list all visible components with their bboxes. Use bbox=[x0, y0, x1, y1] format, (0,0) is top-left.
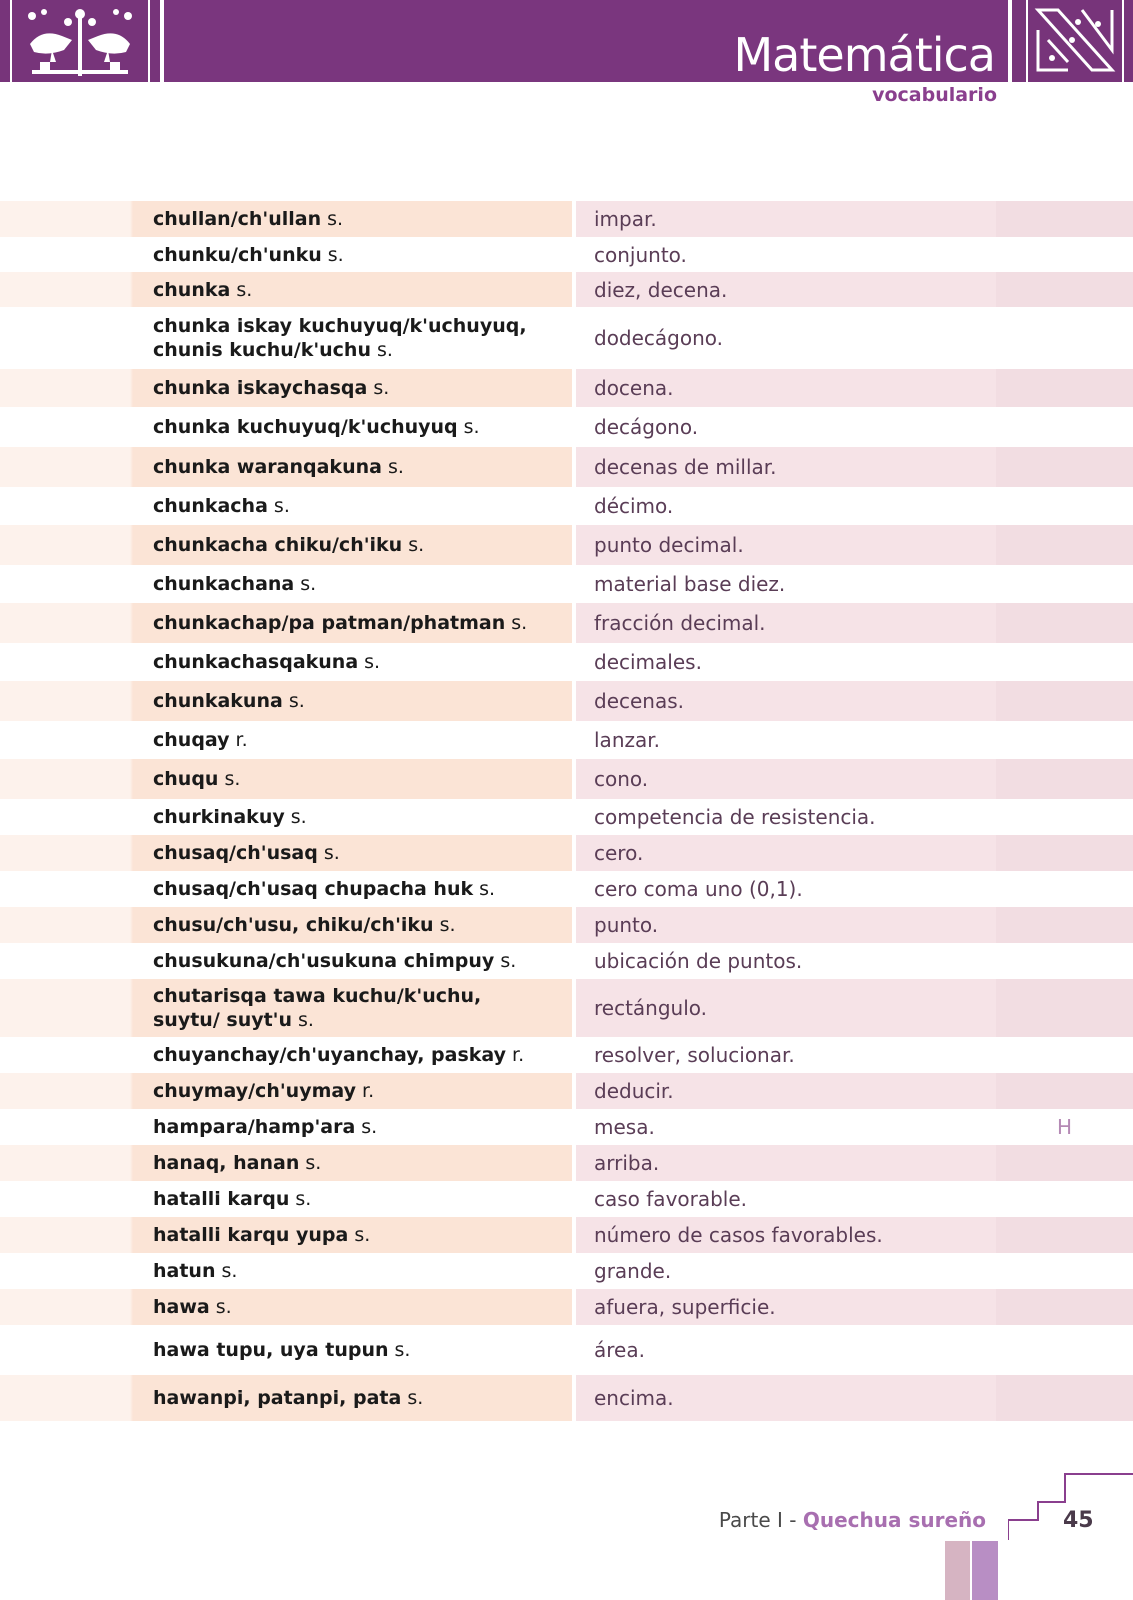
term-cell bbox=[0, 721, 572, 759]
meaning-cell: conjunto. bbox=[576, 237, 996, 272]
table-row bbox=[0, 799, 1133, 835]
term-cell bbox=[0, 272, 572, 307]
part-of-speech: s. bbox=[224, 768, 241, 790]
term-text: chusu/ch'usu, chiku/ch'iku bbox=[153, 914, 434, 936]
meaning-cell: dodecágono. bbox=[576, 307, 996, 369]
section-letter bbox=[996, 1253, 1133, 1289]
section-letter bbox=[996, 643, 1133, 681]
table-row bbox=[0, 871, 1133, 907]
table-row bbox=[0, 487, 1133, 525]
term-cell bbox=[0, 1181, 572, 1217]
term-text: chusaq/ch'usaq bbox=[153, 842, 318, 864]
table-row bbox=[0, 201, 1133, 237]
meaning-cell: decenas de millar. bbox=[576, 447, 996, 487]
term-text: chunku/ch'unku bbox=[153, 243, 322, 266]
table-row bbox=[0, 681, 1133, 721]
term-cell bbox=[0, 835, 572, 871]
term-cell bbox=[0, 1073, 572, 1109]
term-cell bbox=[0, 525, 572, 565]
section-letter bbox=[996, 447, 1133, 487]
part-of-speech: s. bbox=[511, 612, 528, 634]
term-text: chunka kuchuyuq/k'uchuyuq bbox=[153, 416, 458, 438]
term-cell bbox=[0, 237, 572, 272]
table-row bbox=[0, 759, 1133, 799]
section-letter bbox=[996, 799, 1133, 835]
term-text: hawa bbox=[153, 1296, 210, 1318]
section-letter bbox=[996, 979, 1133, 1037]
term-text: chunkachana bbox=[153, 573, 295, 595]
term-text: chuyanchay/ch'uyanchay, paskay bbox=[153, 1044, 507, 1066]
table-row bbox=[0, 369, 1133, 407]
meaning-cell: cero. bbox=[576, 835, 996, 871]
term-text: chunkachasqakuna bbox=[153, 651, 359, 673]
term-cell bbox=[0, 603, 572, 643]
table-row bbox=[0, 1253, 1133, 1289]
term-text: hawa tupu, uya tupun bbox=[153, 1339, 389, 1361]
table-row bbox=[0, 979, 1133, 1037]
section-letter bbox=[996, 907, 1133, 943]
table-row bbox=[0, 1037, 1133, 1073]
term-cell bbox=[0, 1325, 572, 1375]
section-letter bbox=[996, 487, 1133, 525]
section-letter bbox=[996, 407, 1133, 447]
part-of-speech: r. bbox=[362, 1080, 375, 1102]
part-of-speech: s. bbox=[407, 1387, 424, 1409]
part-of-speech: s. bbox=[300, 573, 317, 595]
section-letter bbox=[996, 369, 1133, 407]
term-text: hawanpi, patanpi, pata bbox=[153, 1387, 402, 1409]
term-cell bbox=[0, 565, 572, 603]
meaning-cell: impar. bbox=[576, 201, 996, 237]
part-of-speech: s. bbox=[364, 651, 381, 673]
term-text: hatalli karqu bbox=[153, 1188, 290, 1210]
table-row bbox=[0, 1375, 1133, 1421]
term-text: hatun bbox=[153, 1260, 216, 1282]
meaning-cell: cono. bbox=[576, 759, 996, 799]
section-letter bbox=[996, 1217, 1133, 1253]
term-cell bbox=[0, 201, 572, 237]
meaning-cell: encima. bbox=[576, 1375, 996, 1421]
section-letter bbox=[996, 681, 1133, 721]
term-cell bbox=[0, 643, 572, 681]
section-letter bbox=[996, 565, 1133, 603]
meaning-cell: ubicación de puntos. bbox=[576, 943, 996, 979]
section-letter bbox=[996, 1181, 1133, 1217]
part-of-speech: s. bbox=[377, 339, 393, 361]
term-cell bbox=[0, 1217, 572, 1253]
meaning-cell: rectángulo. bbox=[576, 979, 996, 1037]
footer-decor-bar-1 bbox=[945, 1541, 970, 1600]
term-cell bbox=[0, 681, 572, 721]
term-text: chuqay bbox=[153, 729, 230, 751]
term-cell bbox=[0, 799, 572, 835]
part-of-speech: r. bbox=[512, 1044, 525, 1066]
term-text: chunka iskay kuchuyuq/k'uchuyuq, chunis kuchu/k'uchu bbox=[153, 315, 527, 361]
term-text: chunka bbox=[153, 278, 231, 301]
term-text: chuqu bbox=[153, 768, 219, 790]
term-text: chunkakuna bbox=[153, 690, 283, 712]
page-header bbox=[0, 0, 1133, 82]
term-cell bbox=[0, 407, 572, 447]
meaning-cell: punto decimal. bbox=[576, 525, 996, 565]
term-cell bbox=[0, 1145, 572, 1181]
section-letter bbox=[996, 201, 1133, 237]
part-of-speech: s. bbox=[479, 878, 496, 900]
term-cell bbox=[0, 1037, 572, 1073]
meaning-cell: cero coma uno (0,1). bbox=[576, 871, 996, 907]
meaning-cell: número de casos favorables. bbox=[576, 1217, 996, 1253]
term-cell bbox=[0, 487, 572, 525]
part-of-speech: s. bbox=[373, 377, 390, 399]
meaning-cell: docena. bbox=[576, 369, 996, 407]
table-row bbox=[0, 307, 1133, 369]
table-row bbox=[0, 643, 1133, 681]
footer-label bbox=[719, 1508, 986, 1532]
header-right-emblem-box bbox=[1012, 0, 1133, 82]
table-row bbox=[0, 272, 1133, 307]
meaning-cell: afuera, superficie. bbox=[576, 1289, 996, 1325]
section-letter bbox=[996, 871, 1133, 907]
meaning-cell: material base diez. bbox=[576, 565, 996, 603]
table-row bbox=[0, 1217, 1133, 1253]
table-row bbox=[0, 1325, 1133, 1375]
term-text: chunka iskaychasqa bbox=[153, 377, 368, 399]
term-cell bbox=[0, 369, 572, 407]
section-letter bbox=[996, 603, 1133, 643]
term-cell bbox=[0, 759, 572, 799]
term-text: chullan/ch'ullan bbox=[153, 208, 322, 230]
footer-language: Quechua sureño bbox=[802, 1508, 986, 1532]
term-text: churkinakuy bbox=[153, 806, 285, 828]
table-row bbox=[0, 1073, 1133, 1109]
section-letter bbox=[996, 943, 1133, 979]
andean-geometric-pattern-icon bbox=[1028, 0, 1122, 82]
part-of-speech: s. bbox=[215, 1296, 232, 1318]
part-of-speech: s. bbox=[273, 495, 290, 517]
part-of-speech: s. bbox=[327, 243, 344, 266]
term-cell bbox=[0, 307, 572, 369]
section-letter bbox=[996, 835, 1133, 871]
table-row bbox=[0, 603, 1133, 643]
part-of-speech: s. bbox=[323, 842, 340, 864]
header-left-emblem-box bbox=[0, 0, 160, 82]
term-cell bbox=[0, 1253, 572, 1289]
part-of-speech: s. bbox=[288, 690, 305, 712]
term-text: hampara/hamp'ara bbox=[153, 1116, 356, 1138]
table-row bbox=[0, 525, 1133, 565]
part-of-speech: s. bbox=[327, 208, 344, 230]
vocabulary-table bbox=[0, 201, 1133, 1421]
part-of-speech: s. bbox=[463, 416, 480, 438]
term-text: hatalli karqu yupa bbox=[153, 1224, 349, 1246]
term-cell bbox=[0, 1375, 572, 1421]
page-subtitle: vocabulario bbox=[872, 84, 997, 106]
meaning-cell: decimales. bbox=[576, 643, 996, 681]
meaning-cell: mesa. bbox=[576, 1109, 996, 1145]
term-text: hanaq, hanan bbox=[153, 1152, 300, 1174]
section-letter bbox=[996, 759, 1133, 799]
term-cell bbox=[0, 907, 572, 943]
table-row bbox=[0, 1289, 1133, 1325]
section-letter bbox=[996, 1073, 1133, 1109]
section-letter bbox=[996, 307, 1133, 369]
term-cell bbox=[0, 943, 572, 979]
term-cell bbox=[0, 1109, 572, 1145]
term-cell bbox=[0, 979, 572, 1037]
term-text: chusaq/ch'usaq chupacha huk bbox=[153, 878, 474, 900]
meaning-cell: fracción decimal. bbox=[576, 603, 996, 643]
section-letter bbox=[996, 1037, 1133, 1073]
table-row bbox=[0, 1145, 1133, 1181]
page-title: Matemática bbox=[733, 28, 995, 82]
term-text: chuymay/ch'uymay bbox=[153, 1080, 356, 1102]
part-of-speech: s. bbox=[387, 456, 404, 478]
table-row bbox=[0, 407, 1133, 447]
meaning-cell: décimo. bbox=[576, 487, 996, 525]
part-of-speech: s. bbox=[408, 534, 425, 556]
footer-decor-bar-2 bbox=[972, 1541, 998, 1600]
embroidered-birds-tree-icon bbox=[12, 0, 148, 82]
term-text: chunkacha bbox=[153, 495, 268, 517]
part-of-speech: s. bbox=[361, 1116, 378, 1138]
section-letter bbox=[996, 272, 1133, 307]
footer-part: Parte I - bbox=[718, 1508, 803, 1532]
term-text: chunkachap/pa patman/phatman bbox=[153, 612, 506, 634]
table-row bbox=[0, 1181, 1133, 1217]
part-of-speech: s. bbox=[236, 278, 253, 301]
meaning-cell: decágono. bbox=[576, 407, 996, 447]
meaning-cell: caso favorable. bbox=[576, 1181, 996, 1217]
part-of-speech: s. bbox=[394, 1339, 411, 1361]
term-text: chunkacha chiku/ch'iku bbox=[153, 534, 403, 556]
table-row bbox=[0, 721, 1133, 759]
section-letter: H bbox=[996, 1109, 1133, 1145]
part-of-speech: s. bbox=[305, 1152, 322, 1174]
term-cell bbox=[0, 447, 572, 487]
page-number: 45 bbox=[1063, 1508, 1094, 1533]
meaning-cell: decenas. bbox=[576, 681, 996, 721]
meaning-cell: lanzar. bbox=[576, 721, 996, 759]
table-row bbox=[0, 907, 1133, 943]
table-row bbox=[0, 943, 1133, 979]
part-of-speech: s. bbox=[439, 914, 456, 936]
section-letter bbox=[996, 237, 1133, 272]
table-row bbox=[0, 1109, 1133, 1145]
part-of-speech: s. bbox=[290, 806, 307, 828]
meaning-cell: diez, decena. bbox=[576, 272, 996, 307]
meaning-cell: punto. bbox=[576, 907, 996, 943]
term-cell bbox=[0, 871, 572, 907]
meaning-cell: área. bbox=[576, 1325, 996, 1375]
meaning-cell: grande. bbox=[576, 1253, 996, 1289]
part-of-speech: s. bbox=[500, 950, 517, 972]
part-of-speech: s. bbox=[298, 1009, 314, 1031]
table-row bbox=[0, 565, 1133, 603]
meaning-cell: arriba. bbox=[576, 1145, 996, 1181]
term-text: chusukuna/ch'usukuna chimpuy bbox=[153, 950, 495, 972]
section-letter bbox=[996, 1289, 1133, 1325]
part-of-speech: s. bbox=[295, 1188, 312, 1210]
section-letter bbox=[996, 1325, 1133, 1375]
term-text: chutarisqa tawa kuchu/k'uchu, suytu/ suyt'u bbox=[153, 985, 482, 1031]
section-letter bbox=[996, 1145, 1133, 1181]
section-letter bbox=[996, 525, 1133, 565]
meaning-cell: resolver, solucionar. bbox=[576, 1037, 996, 1073]
header-right-emblem-frame bbox=[1026, 0, 1124, 82]
section-letter bbox=[996, 1375, 1133, 1421]
table-row bbox=[0, 835, 1133, 871]
part-of-speech: s. bbox=[354, 1224, 371, 1246]
part-of-speech: s. bbox=[221, 1260, 238, 1282]
meaning-cell: deducir. bbox=[576, 1073, 996, 1109]
part-of-speech: r. bbox=[235, 729, 248, 751]
section-letter bbox=[996, 721, 1133, 759]
meaning-cell: competencia de resistencia. bbox=[576, 799, 996, 835]
table-row bbox=[0, 447, 1133, 487]
table-row bbox=[0, 237, 1133, 272]
header-left-emblem-frame bbox=[10, 0, 150, 82]
term-text: chunka waranqakuna bbox=[153, 456, 382, 478]
term-cell bbox=[0, 1289, 572, 1325]
